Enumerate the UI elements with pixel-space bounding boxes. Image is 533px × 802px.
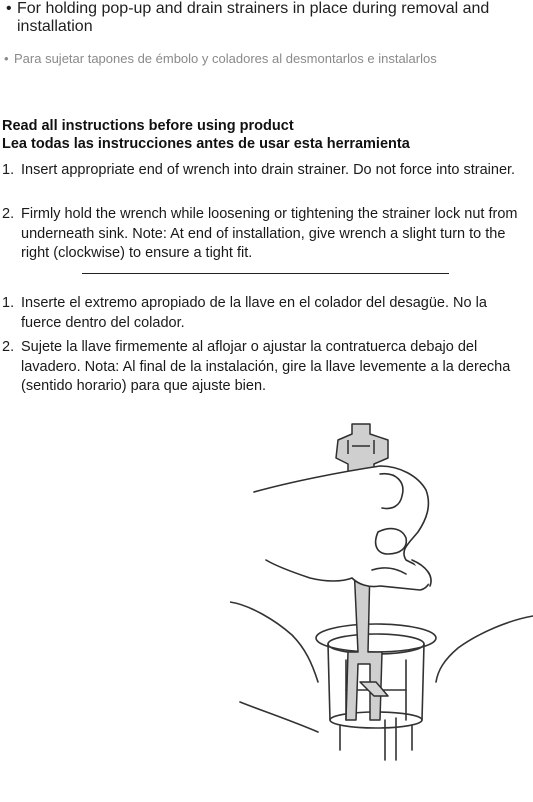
sink-left-curve (230, 602, 318, 682)
feature-text-es: Para sujetar tapones de émbolo y coladores al desmontarlos e instalarlos (14, 51, 437, 66)
bullet-marker: • (4, 51, 9, 66)
step-2-en (2, 205, 522, 264)
sink-lower-left (240, 702, 318, 732)
feature-text-en: For holding pop-up and drain strainers in place during removal and installation (17, 0, 490, 35)
language-divider (82, 273, 449, 274)
feature-bullet-es (4, 50, 504, 67)
heading-read-instructions-en: Read all instructions before using product (2, 118, 294, 134)
thumb (376, 529, 407, 554)
heading-read-instructions-es: Lea todas las instrucciones antes de usar esta herramienta (2, 136, 410, 152)
step-text: Sujete la llave firmemente al aflojar o ajustar la contratuerca debajo del lavadero. Nota: Al final de la instalación, gire la llave levemente a la derecha (sentido horario) para que ajuste bien. (21, 339, 511, 394)
step-text: Insert appropriate end of wrench into drain strainer. Do not force into strainer. (21, 162, 516, 178)
step-text: Firmly hold the wrench while loosening or tightening the strainer lock nut from underneath sink. Note: At end of installation, give wrench a slight turn to the right (clockwise) to ensure a tight fit. (21, 206, 518, 261)
hand-outline (254, 466, 430, 590)
step-text: Inserte el extremo apropiado de la llave en el colador del desagüe. No la fuerce dentro del colador. (21, 295, 487, 331)
step-1-en (2, 161, 522, 181)
step-number: 2. (2, 339, 15, 355)
step-number: 1. (2, 162, 15, 178)
feature-bullet-en (6, 0, 516, 36)
drain-flange-outer (316, 624, 436, 652)
wrench-in-drain-illustration (230, 420, 533, 802)
step-2-es (2, 338, 522, 397)
bullet-marker: • (6, 0, 12, 17)
step-number: 1. (2, 295, 15, 311)
hand (254, 466, 431, 590)
drain-flange-inner (328, 634, 424, 654)
step-1-es (2, 294, 522, 333)
sink-right-curve (436, 616, 533, 682)
step-number: 2. (2, 206, 15, 222)
